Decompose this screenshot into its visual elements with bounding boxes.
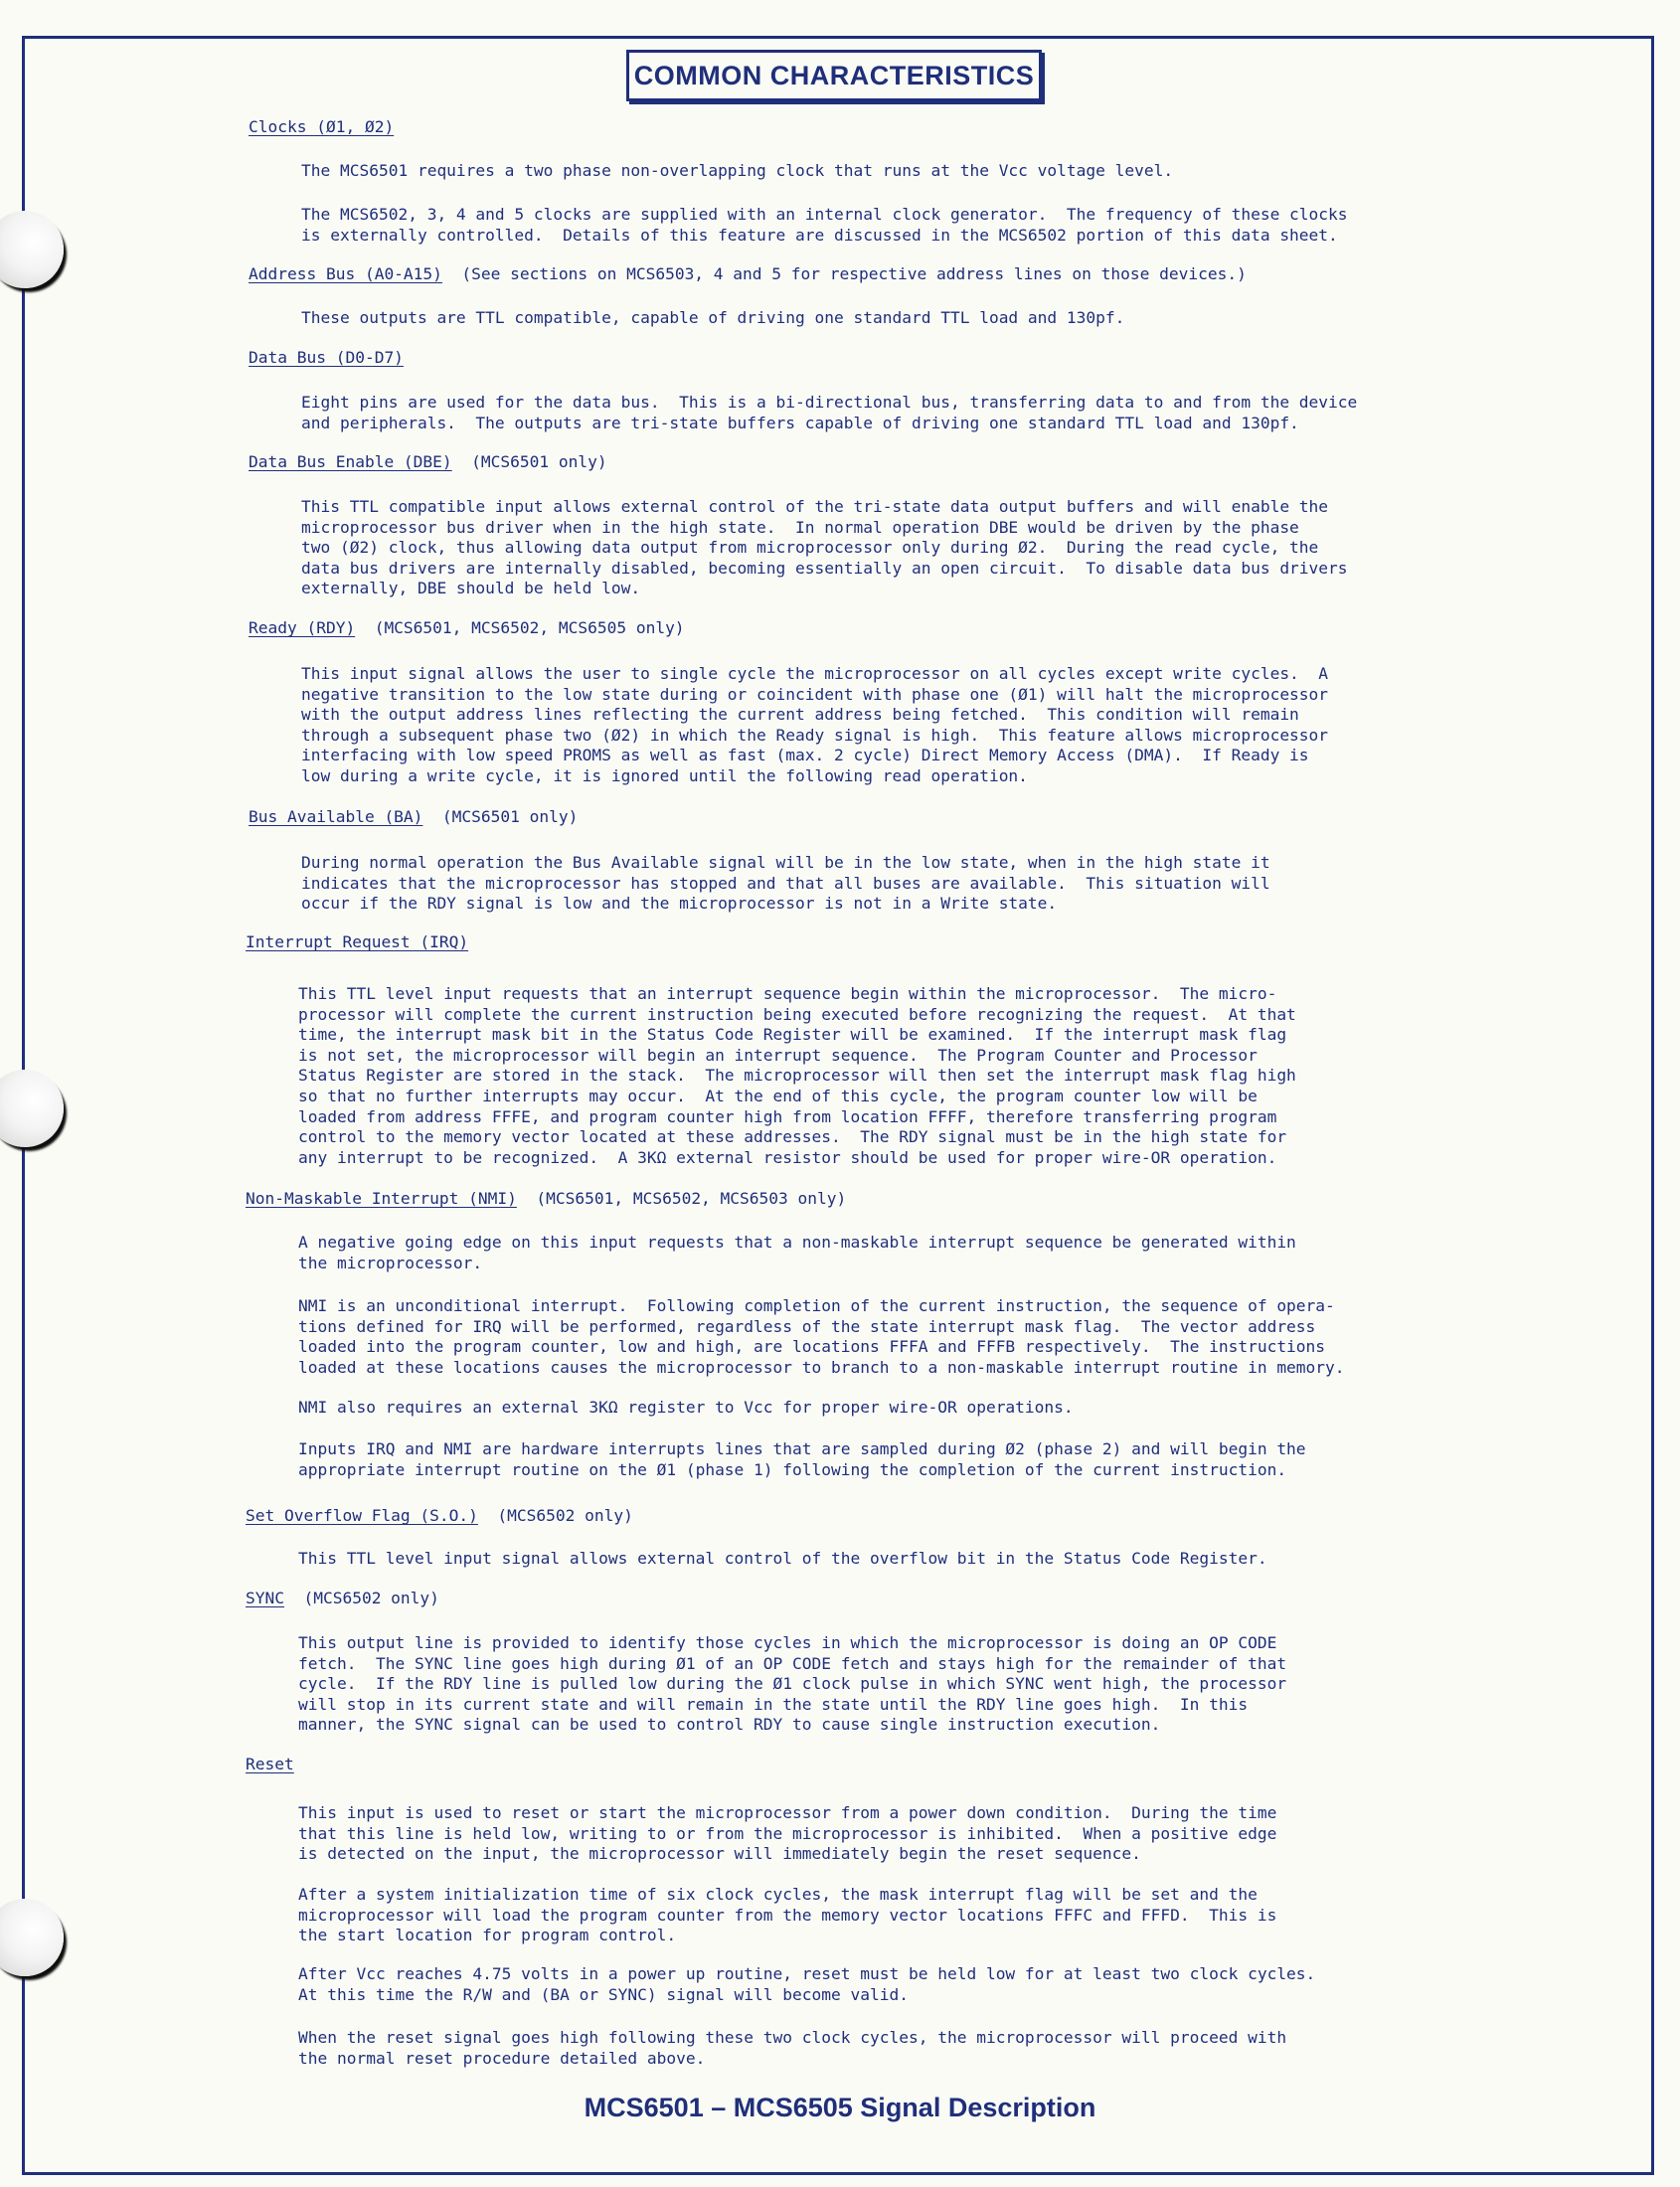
section-heading-label: Set Overflow Flag (S.O.) xyxy=(246,1506,478,1525)
section-paragraph xyxy=(301,664,1328,787)
section-paragraph xyxy=(298,1964,1315,2005)
paragraph-line: occur if the RDY signal is low and the microprocessor is not in a Write state. xyxy=(301,894,1058,914)
section-paragraph xyxy=(298,1803,1276,1865)
paragraph-line: appropriate interrupt routine on the Ø1 (phase 1) following the completion of the current instruction. xyxy=(298,1459,1287,1479)
page-footer: MCS6501 – MCS6505 Signal Description xyxy=(584,2093,1096,2122)
paragraph-line: time, the interrupt mask bit in the Status Code Register will be examined. If the interrupt mask flag xyxy=(298,1025,1287,1045)
paragraph-line: and peripherals. The outputs are tri-state buffers capable of driving one standard TTL load and 130pf. xyxy=(301,413,1299,432)
section-heading-note: (MCS6501, MCS6502, MCS6505 only) xyxy=(355,618,685,637)
section-paragraph xyxy=(298,1439,1306,1480)
section-heading xyxy=(246,1189,846,1209)
section-heading xyxy=(246,932,468,952)
section-paragraph xyxy=(298,984,1296,1168)
section-heading xyxy=(246,1589,439,1608)
paragraph-line: two (Ø2) clock, thus allowing data output from microprocessor only during Ø2. During the read cycle, the xyxy=(301,538,1319,558)
section-heading-label: Ready (RDY) xyxy=(249,618,356,637)
section-heading-note: (MCS6501, MCS6502, MCS6503 only) xyxy=(516,1189,847,1208)
section-heading-note: (MCS6502 only) xyxy=(477,1506,633,1525)
paragraph-line: low during a write cycle, it is ignored until the following read operation. xyxy=(301,765,1028,785)
section-heading-note: (MCS6501 only) xyxy=(422,807,579,826)
paragraph-line: with the output address lines reflecting the current address being fetched. This condition will remain xyxy=(301,705,1299,725)
section-heading-label: Bus Available (BA) xyxy=(249,807,423,826)
paragraph-line: tions defined for IRQ will be performed, regardless of the state interrupt mask flag. The vector address xyxy=(298,1316,1316,1336)
section-heading-note: (MCS6501 only) xyxy=(451,452,607,471)
paragraph-line: the microprocessor. xyxy=(298,1253,483,1272)
section-heading-label: Data Bus (D0-D7) xyxy=(249,348,404,367)
paragraph-line: microprocessor bus driver when in the high state. In normal operation DBE would be driven by the phase xyxy=(301,517,1299,537)
paragraph-line: fetch. The SYNC line goes high during Ø1 of an OP CODE fetch and stays high for the remainder of that xyxy=(298,1653,1287,1673)
section-heading xyxy=(246,1506,633,1526)
paragraph-line: When the reset signal goes high following these two clock cycles, the microprocessor will proceed with xyxy=(298,2028,1287,2047)
paragraph-line: NMI is an unconditional interrupt. Following completion of the current instruction, the sequence of opera- xyxy=(298,1296,1335,1315)
section-heading-note: (See sections on MCS6503, 4 and 5 for respective address lines on those devices.) xyxy=(441,264,1247,283)
paragraph-line: negative transition to the low state during or coincident with phase one (Ø1) will halt the microprocessor xyxy=(301,684,1329,704)
paragraph-line: This input is used to reset or start the microprocessor from a power down condition. During the time xyxy=(298,1803,1277,1822)
paragraph-line: microprocessor will load the program counter from the memory vector locations FFFC and FFFD. This is xyxy=(298,1905,1277,1925)
page-title: COMMON CHARACTERISTICS xyxy=(626,50,1042,101)
paragraph-line: will stop in its current state and will remain in the state until the RDY line goes high. In this xyxy=(298,1694,1249,1714)
section-paragraph xyxy=(298,1549,1267,1570)
section-paragraph xyxy=(301,161,1173,182)
paragraph-line: The MCS6501 requires a two phase non-overlapping clock that runs at the Vcc voltage level. xyxy=(301,161,1174,180)
section-heading xyxy=(249,117,394,137)
paragraph-line: interfacing with low speed PROMS as well as fast (max. 2 cycle) Direct Memory Access (DMA). If Ready is xyxy=(301,746,1309,765)
paragraph-line: This TTL level input signal allows external control of the overflow bit in the Status Code Register. xyxy=(298,1549,1267,1568)
section-paragraph xyxy=(301,497,1348,599)
paragraph-line: that this line is held low, writing to or from the microprocessor is inhibited. When a positive edge xyxy=(298,1823,1277,1843)
section-paragraph xyxy=(298,1885,1276,1946)
paragraph-line: cycle. If the RDY line is pulled low during the Ø1 clock pulse in which SYNC went high, the processor xyxy=(298,1674,1287,1694)
paragraph-line: manner, the SYNC signal can be used to control RDY to cause single instruction execution. xyxy=(298,1715,1161,1735)
section-heading xyxy=(249,807,578,827)
section-heading-label: SYNC xyxy=(246,1589,284,1607)
section-heading-label: Data Bus Enable (DBE) xyxy=(249,452,452,471)
section-heading-label: Address Bus (A0-A15) xyxy=(249,264,442,283)
paragraph-line: the normal reset procedure detailed above. xyxy=(298,2048,706,2068)
section-paragraph xyxy=(298,1296,1345,1378)
paragraph-line: During normal operation the Bus Available signal will be in the low state, when in the high state it xyxy=(301,853,1270,872)
section-heading-label: Interrupt Request (IRQ) xyxy=(246,932,469,951)
paragraph-line: is detected on the input, the microprocessor will immediately begin the reset sequence. xyxy=(298,1844,1141,1864)
paragraph-line: externally, DBE should be held low. xyxy=(301,579,641,598)
paragraph-line: After Vcc reaches 4.75 volts in a power up routine, reset must be held low for at least two clock cycles. xyxy=(298,1964,1316,1983)
paragraph-line: Inputs IRQ and NMI are hardware interrupts lines that are sampled during Ø2 (phase 2) and will begin the xyxy=(298,1439,1306,1458)
paragraph-line: This TTL compatible input allows external control of the tri-state data output buffers and will enable the xyxy=(301,497,1329,516)
section-heading-label: Non-Maskable Interrupt (NMI) xyxy=(246,1189,517,1208)
paragraph-line: loaded into the program counter, low and high, are locations FFFA and FFFB respectively. The instructions xyxy=(298,1337,1326,1357)
section-heading xyxy=(249,264,1247,284)
section-heading xyxy=(246,1755,294,1774)
paragraph-line: processor will complete the current instruction being executed before recognizing the request. At that xyxy=(298,1004,1296,1024)
paragraph-line: indicates that the microprocessor has stopped and that all buses are available. This situation will xyxy=(301,873,1270,893)
paragraph-line: These outputs are TTL compatible, capable of driving one standard TTL load and 130pf. xyxy=(301,308,1125,327)
section-paragraph xyxy=(298,2028,1286,2069)
paragraph-line: any interrupt to be recognized. A 3KΩ external resistor should be used for proper wire-OR operation. xyxy=(298,1147,1277,1167)
section-heading-note: (MCS6502 only) xyxy=(283,1589,439,1607)
section-heading xyxy=(249,452,607,472)
section-paragraph xyxy=(301,393,1357,433)
paragraph-line: After a system initialization time of six clock cycles, the mask interrupt flag will be set and the xyxy=(298,1885,1258,1904)
paragraph-line: At this time the R/W and (BA or SYNC) signal will become valid. xyxy=(298,1984,909,2004)
paragraph-line: Status Register are stored in the stack. The microprocessor will then set the interrupt mask flag high xyxy=(298,1066,1296,1086)
paragraph-line: A negative going edge on this input requests that a non-maskable interrupt sequence be generated within xyxy=(298,1233,1296,1252)
section-paragraph xyxy=(301,308,1124,329)
paragraph-line: Eight pins are used for the data bus. This is a bi-directional bus, transferring data to and from the device xyxy=(301,393,1358,412)
paragraph-line: the start location for program control. xyxy=(298,1926,677,1945)
paragraph-line: The MCS6502, 3, 4 and 5 clocks are supplied with an internal clock generator. The frequency of these clocks xyxy=(301,205,1348,224)
section-paragraph xyxy=(298,1233,1296,1273)
paragraph-line: This input signal allows the user to single cycle the microprocessor on all cycles except write cycles. A xyxy=(301,664,1329,683)
paragraph-line: loaded from address FFFE, and program counter high from location FFFF, therefore transferring program xyxy=(298,1106,1277,1126)
section-paragraph xyxy=(298,1398,1074,1419)
paragraph-line: This TTL level input requests that an interrupt sequence begin within the microprocessor. The micro- xyxy=(298,984,1277,1003)
section-heading xyxy=(249,348,404,368)
paragraph-line: so that no further interrupts may occur. At the end of this cycle, the program counter low will be xyxy=(298,1086,1258,1105)
paragraph-line: through a subsequent phase two (Ø2) in which the Ready signal is high. This feature allows microprocessor xyxy=(301,725,1329,745)
section-heading-label: Clocks (Ø1, Ø2) xyxy=(249,117,395,136)
section-paragraph xyxy=(298,1633,1286,1736)
paragraph-line: loaded at these locations causes the microprocessor to branch to a non-maskable interrupt routine in memory. xyxy=(298,1357,1345,1377)
paragraph-line: control to the memory vector located at these addresses. The RDY signal must be in the high state for xyxy=(298,1127,1287,1147)
paragraph-line: data bus drivers are internally disabled, becoming essentially an open circuit. To disable data bus drivers xyxy=(301,558,1348,578)
section-paragraph xyxy=(301,205,1348,246)
paragraph-line: This output line is provided to identify those cycles in which the microprocessor is doing an OP CODE xyxy=(298,1633,1277,1652)
paragraph-line: NMI also requires an external 3KΩ register to Vcc for proper wire-OR operations. xyxy=(298,1398,1074,1417)
paragraph-line: is externally controlled. Details of this feature are discussed in the MCS6502 portion of this data sheet. xyxy=(301,225,1338,245)
section-paragraph xyxy=(301,853,1270,915)
section-heading xyxy=(249,618,685,638)
paragraph-line: is not set, the microprocessor will begin an interrupt sequence. The Program Counter and Processor xyxy=(298,1045,1258,1065)
section-heading-label: Reset xyxy=(246,1755,294,1773)
